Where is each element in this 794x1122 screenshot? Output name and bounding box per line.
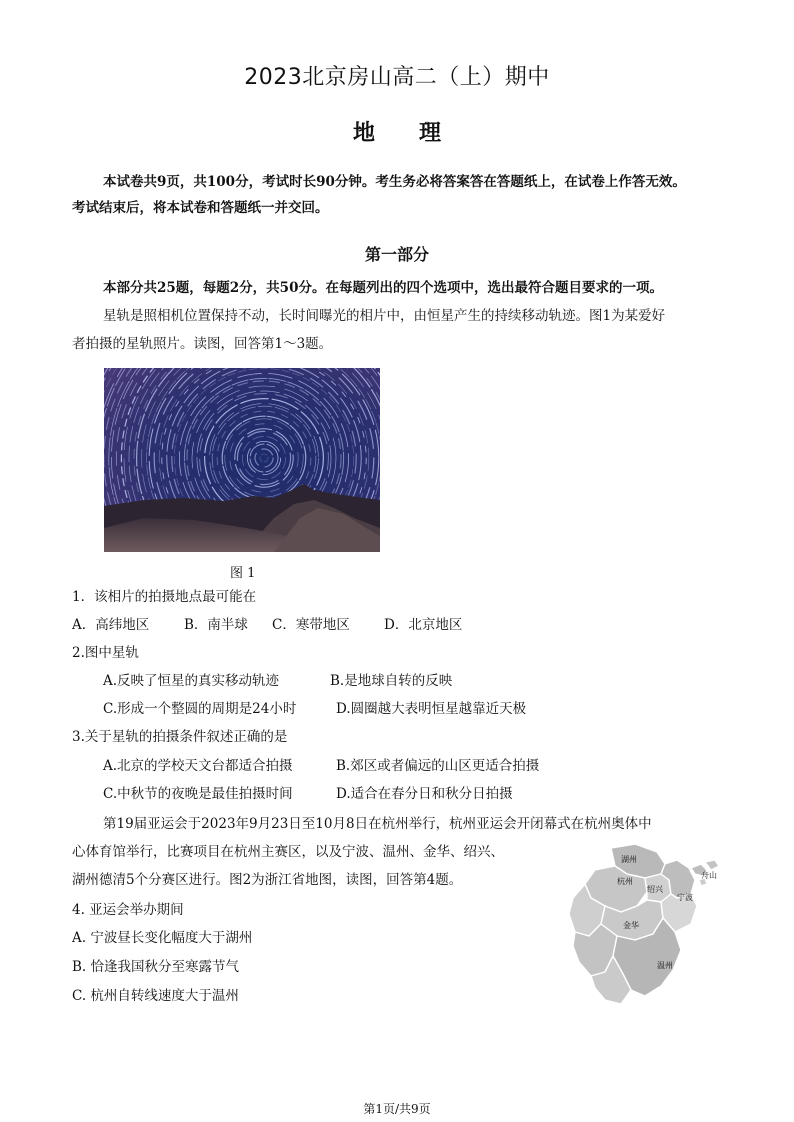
q1-option-d[interactable]: D．北京地区 — [384, 617, 463, 633]
passage1-line-1: 星轨是照相机位置保持不动，长时间曝光的相片中，由恒星产生的持续移动轨迹。图1为某爱好 — [103, 308, 666, 324]
map-label-shaoxing: 绍兴 — [647, 885, 663, 894]
q4-option-c[interactable]: C. 杭州自转线速度大于温州 — [72, 988, 239, 1004]
exam-title: 2023北京房山高二（上）期中 — [244, 65, 550, 90]
q2-stem: 2.图中星轨 — [72, 645, 139, 661]
map-label-huzhou: 湖州 — [621, 855, 637, 864]
subject-char-1: 地 — [352, 121, 375, 146]
zhejiang-map — [565, 840, 725, 1008]
q1-option-c[interactable]: C．寒带地区 — [272, 617, 350, 633]
instructions-line-1: 本试卷共9页，共100分，考试时长90分钟。考生务必将答案答在答题纸上，在试卷上作答无效。 — [103, 174, 686, 190]
q3-option-b[interactable]: B.郊区或者偏远的山区更适合拍摄 — [336, 758, 540, 774]
passage2-line-3: 湖州德清5个分赛区进行。图2为浙江省地图，读图，回答第4题。 — [72, 872, 463, 888]
q3-option-a[interactable]: A.北京的学校天文台都适合拍摄 — [103, 758, 293, 774]
map-label-ningbo: 宁波 — [677, 893, 693, 902]
figure1-caption: 图 1 — [230, 566, 256, 581]
q1-option-b[interactable]: B．南半球 — [184, 617, 248, 633]
q3-stem: 3.关于星轨的拍摄条件叙述正确的是 — [72, 729, 288, 745]
map-label-hangzhou: 杭州 — [617, 877, 633, 886]
page-number: 第1页/共9页 — [363, 1102, 431, 1116]
q1-stem: 1．该相片的拍摄地点最可能在 — [72, 589, 257, 605]
q2-option-b[interactable]: B.是地球自转的反映 — [330, 673, 453, 689]
section-intro: 本部分共25题，每题2分，共50分。在每题列出的四个选项中，选出最符合题目要求的一项。 — [103, 280, 663, 296]
passage2-line-2: 心体育馆举行，比赛项目在杭州主赛区，以及宁波、温州、金华、绍兴、 — [72, 844, 504, 860]
map-label-jinhua: 金华 — [623, 921, 639, 930]
q3-option-d[interactable]: D.适合在春分日和秋分日拍摄 — [336, 786, 513, 802]
instructions-line-2: 考试结束后，将本试卷和答题纸一并交回。 — [72, 200, 329, 216]
subject-title — [0, 116, 794, 147]
q4-option-b[interactable]: B. 恰逢我国秋分至寒露节气 — [72, 959, 240, 975]
passage1-line-2: 者拍摄的星轨照片。读图，回答第1～3题。 — [72, 336, 333, 352]
subject-char-2: 理 — [419, 121, 442, 146]
star-trail-photo — [104, 368, 380, 552]
map-label-zhoushan: 舟山 — [701, 871, 717, 880]
map-label-wenzhou: 温州 — [657, 961, 673, 970]
q2-option-d[interactable]: D.圆圈越大表明恒星越靠近天极 — [336, 701, 527, 717]
q1-option-a[interactable]: A．高纬地区 — [72, 617, 150, 633]
q2-option-a[interactable]: A.反映了恒星的真实移动轨迹 — [103, 673, 280, 689]
q4-option-a[interactable]: A. 宁波昼长变化幅度大于湖州 — [72, 930, 253, 946]
q1-options — [72, 611, 632, 639]
q2-option-c[interactable]: C.形成一个整圆的周期是24小时 — [103, 701, 297, 717]
passage2-line-1: 第19届亚运会于2023年9月23日至10月8日在杭州举行，杭州亚运会开闭幕式在杭州奥体中 — [103, 816, 652, 832]
section-heading: 第一部分 — [364, 245, 429, 264]
q4-stem: 4. 亚运会举办期间 — [72, 902, 184, 918]
q3-option-c[interactable]: C.中秋节的夜晚是最佳拍摄时间 — [103, 786, 293, 802]
